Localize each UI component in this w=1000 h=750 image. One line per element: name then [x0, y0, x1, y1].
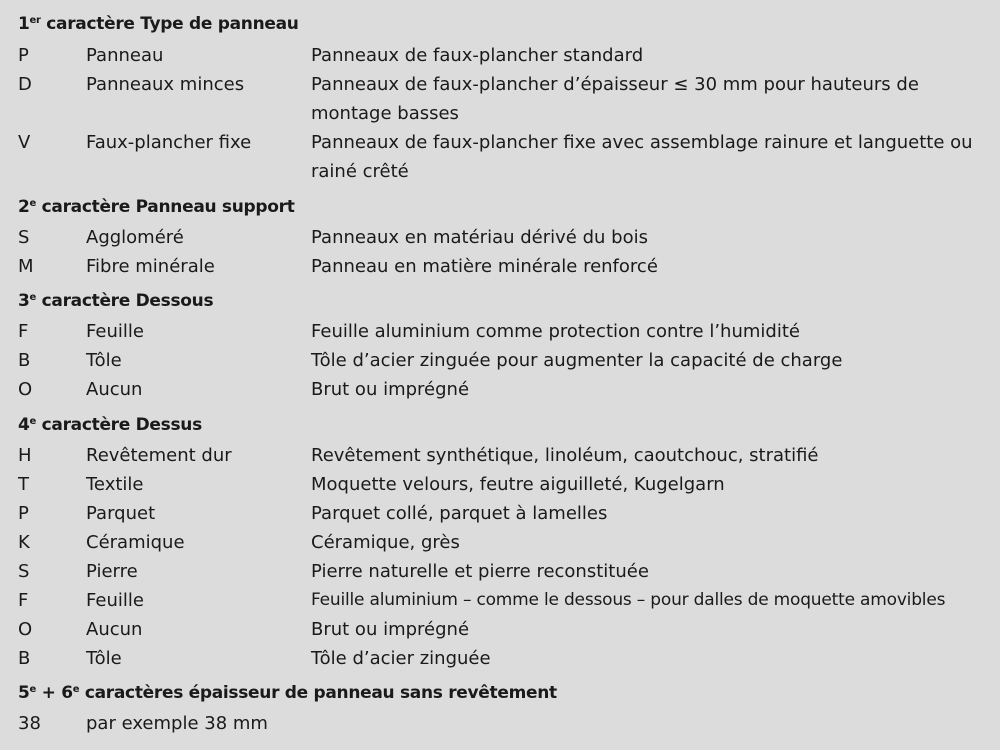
code-number: 38: [18, 713, 41, 734]
code-description: Feuille aluminium – comme le dessous – pour dalles de moquette amovibles: [311, 590, 946, 610]
code-letter: O: [18, 379, 33, 400]
section-3-heading: 3e caractère Dessous: [18, 291, 214, 311]
code-description: Feuille aluminium comme protection contre l’humidité: [311, 321, 800, 342]
code-description: Céramique, grès: [311, 532, 460, 553]
section-4-heading: 4e caractère Dessus: [18, 415, 202, 435]
code-letter: O: [18, 619, 33, 640]
code-letter: T: [18, 474, 29, 495]
code-letter: F: [18, 321, 29, 342]
code-label: Parquet: [86, 503, 156, 524]
code-label: Pierre: [86, 561, 138, 582]
code-label: Fibre minérale: [86, 256, 215, 277]
code-letter: H: [18, 445, 32, 466]
code-label: Faux-plancher fixe: [86, 132, 252, 153]
code-label: Céramique: [86, 532, 185, 553]
code-description: Tôle d’acier zinguée pour augmenter la capacité de charge: [311, 350, 843, 371]
code-letter: P: [18, 503, 29, 524]
code-letter: D: [18, 74, 32, 95]
code-description: Moquette velours, feutre aiguilleté, Kugelgarn: [311, 474, 725, 495]
code-letter: V: [18, 132, 31, 153]
code-label: Tôle: [86, 648, 122, 669]
code-letter: M: [18, 256, 34, 277]
code-letter: P: [18, 45, 29, 66]
code-description: Panneaux en matériau dérivé du bois: [311, 227, 648, 248]
code-letter: S: [18, 561, 30, 582]
code-description: Panneau en matière minérale renforcé: [311, 256, 658, 277]
section-5-6-heading: $5^e + 6^e$ caractères épaisseur de panneau sans revêtement: [18, 683, 557, 703]
code-description: Revêtement synthétique, linoléum, caoutchouc, stratifié: [311, 445, 819, 466]
code-letter: B: [18, 648, 31, 669]
section-1-heading: 1er caractère Type de panneau: [18, 14, 299, 34]
code-label: Textile: [86, 474, 144, 495]
code-label: Panneaux minces: [86, 74, 245, 95]
code-letter: B: [18, 350, 31, 371]
code-description: Panneaux de faux-plancher standard: [311, 45, 644, 66]
code-label: Aucun: [86, 379, 143, 400]
code-label: Feuille: [86, 321, 144, 342]
code-label: Panneau: [86, 45, 164, 66]
code-letter: S: [18, 227, 30, 248]
code-label: Revêtement dur: [86, 445, 232, 466]
code-label: Tôle: [86, 350, 122, 371]
code-description: Panneaux de faux-plancher fixe avec assemblage rainure et languette ou rainé crêté: [311, 132, 973, 182]
code-label: Aucun: [86, 619, 143, 640]
code-description: Brut ou imprégné: [311, 619, 470, 640]
code-description: Parquet collé, parquet à lamelles: [311, 503, 608, 524]
section-2-heading: 2e caractère Panneau support: [18, 197, 295, 217]
code-description: par exemple 38 mm: [86, 713, 268, 734]
code-label: Feuille: [86, 590, 144, 611]
code-description: Tôle d’acier zinguée: [311, 648, 491, 669]
code-description: Panneaux de faux-plancher d’épaisseur ≤ 30 mm pour hauteurs de montage basses: [311, 74, 919, 124]
code-letter: K: [18, 532, 30, 553]
code-letter: F: [18, 590, 29, 611]
code-label: Aggloméré: [86, 227, 184, 248]
code-description: Pierre naturelle et pierre reconstituée: [311, 561, 649, 582]
code-description: Brut ou imprégné: [311, 379, 470, 400]
